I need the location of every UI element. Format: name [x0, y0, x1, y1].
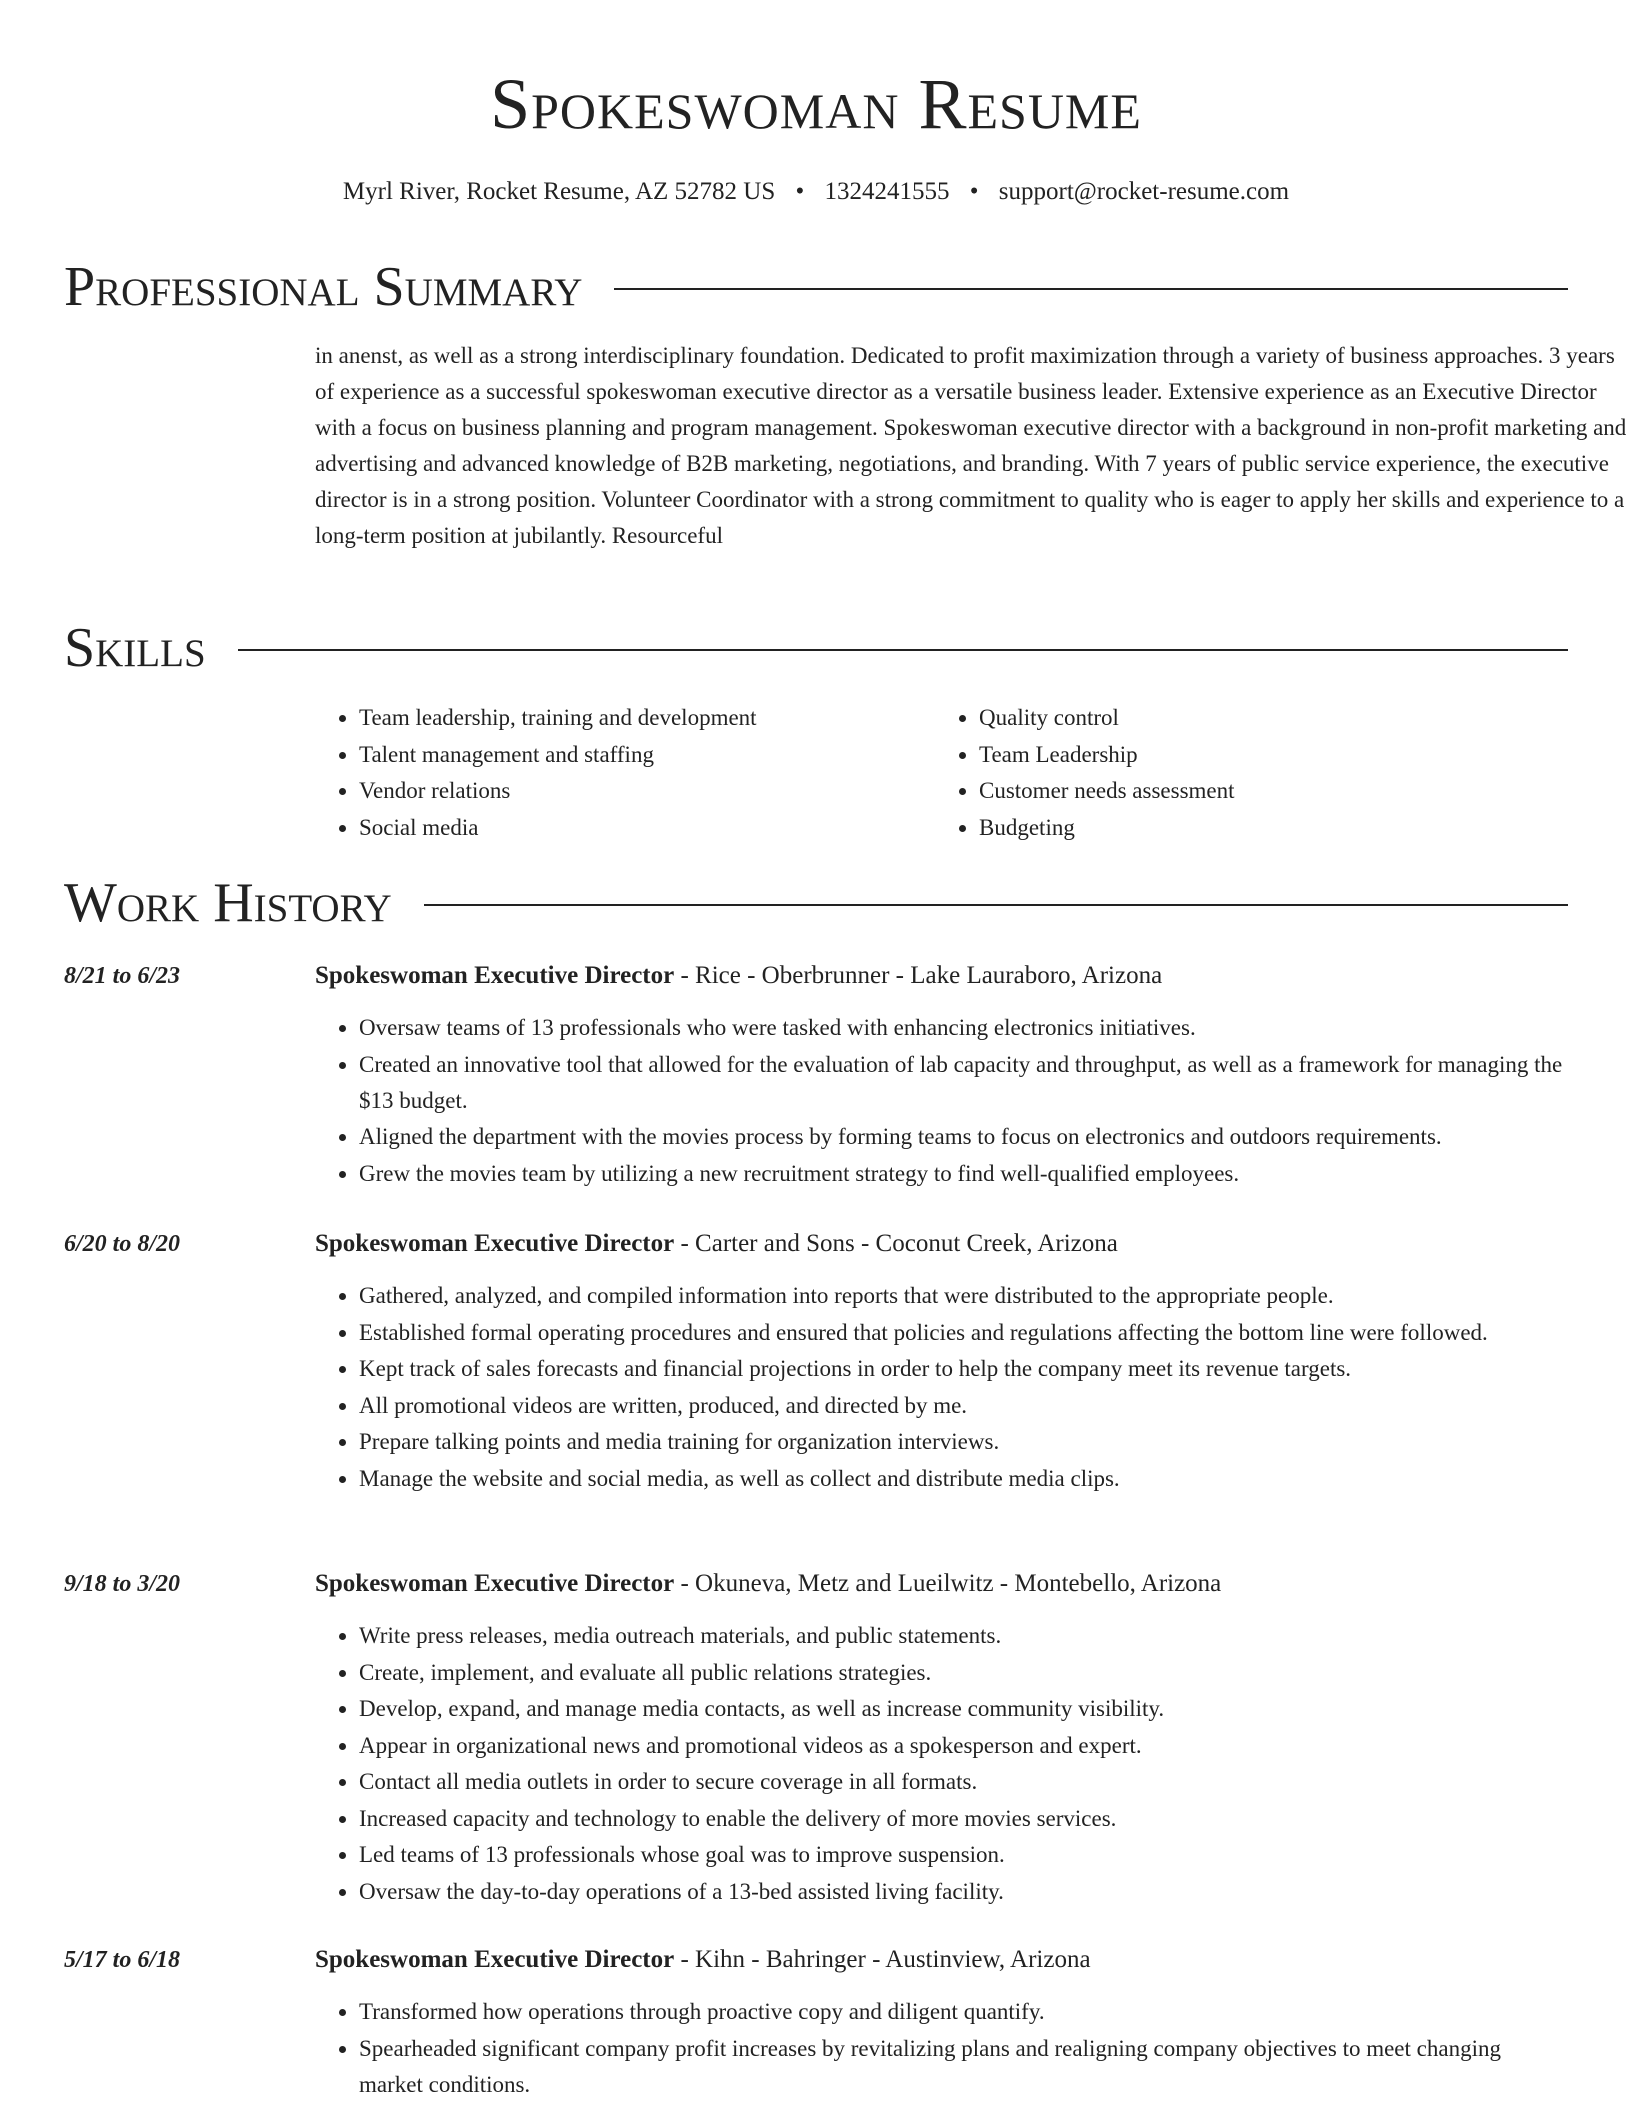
job-bullet: • Develop, expand, and manage media contacts, as well as increase community visibility. [359, 1691, 1568, 1727]
skill-item: • Budgeting [979, 810, 1551, 847]
job-bullet: • Increased capacity and technology to enable the delivery of more movies services. [359, 1801, 1568, 1837]
section-divider [614, 288, 1568, 290]
job-heading [315, 1566, 1221, 1602]
skill-item: • Team Leadership [979, 737, 1551, 774]
job-bullet: • Oversaw teams of 13 professionals who were tasked with enhancing electronics initiatives. [359, 1010, 1568, 1046]
job-employer: - Carter and Sons - Coconut Creek, Arizona [674, 1230, 1118, 1257]
work-section-header [64, 871, 1568, 935]
job-dates: 9/18 to 3/20 [64, 1571, 181, 1597]
job-bullet: • Prepare talking points and media training for organization interviews. [359, 1424, 1568, 1460]
contact-email: support@rocket-resume.com [998, 178, 1290, 205]
job-bullet: • Manage the website and social media, as well as collect and distribute media clips. [359, 1461, 1568, 1497]
job-dates: 6/20 to 8/20 [64, 1231, 181, 1257]
skills-list [315, 700, 1568, 846]
skill-item: • Team leadership, training and development [359, 700, 931, 737]
job-heading [315, 1226, 1118, 1262]
job-bullet: • Aligned the department with the movies process by forming teams to focus on electronics and outdoors requirements. [359, 1119, 1568, 1155]
job-role: Spokeswoman Executive Director [315, 1570, 675, 1597]
section-divider [238, 649, 1568, 651]
job-bullets [315, 1278, 1568, 1497]
job-heading [315, 958, 1162, 994]
skills-column-right [931, 700, 1551, 846]
skills-section-header [64, 616, 1568, 680]
skills-heading: Skills [64, 617, 206, 679]
contact-phone: 1324241555 [824, 178, 950, 205]
skill-item: • Customer needs assessment [979, 773, 1551, 810]
summary-section-header [64, 255, 1568, 319]
job-bullet: • Established formal operating procedures and ensured that policies and regulations affecting the bottom line were followed. [359, 1315, 1568, 1351]
job-bullet: • Created an innovative tool that allowed for the evaluation of lab capacity and throughput, as well as a framework for managing the $13 budget. [359, 1047, 1568, 1119]
job-role: Spokeswoman Executive Director [315, 1230, 675, 1257]
job-role: Spokeswoman Executive Director [315, 1946, 675, 1973]
job-bullet: • Kept track of sales forecasts and financial projections in order to help the company meet its revenue targets. [359, 1351, 1568, 1387]
job-bullets [315, 1010, 1568, 1192]
job-dates: 5/17 to 6/18 [64, 1947, 181, 1973]
summary-heading: Professional Summary [64, 256, 583, 318]
job-bullet: • Grew the movies team by utilizing a new recruitment strategy to find well-qualified employees. [359, 1156, 1568, 1192]
job-bullet: • All promotional videos are written, produced, and directed by me. [359, 1388, 1568, 1424]
job-employer: - Rice - Oberbrunner - Lake Lauraboro, Arizona [674, 962, 1163, 989]
section-divider [424, 904, 1568, 906]
job-bullet: • Gathered, analyzed, and compiled information into reports that were distributed to the appropriate people. [359, 1278, 1568, 1314]
job-bullet: • Create, implement, and evaluate all public relations strategies. [359, 1655, 1568, 1691]
job-bullet: • Appear in organizational news and promotional videos as a spokesperson and expert. [359, 1728, 1568, 1764]
skill-item: • Vendor relations [359, 773, 931, 810]
skill-item: • Social media [359, 810, 931, 847]
job-employer: - Okuneva, Metz and Lueilwitz - Montebello, Arizona [674, 1570, 1222, 1597]
skill-item: • Talent management and staffing [359, 737, 931, 774]
job-heading [315, 1942, 1091, 1978]
summary-text: in anenst, as well as a strong interdisciplinary foundation. Dedicated to profit maximization through a variety of business approaches. 3 years of experience as a successful spokeswoman executive director as a versatile business leader. Extensive experience as an Executive Director with a focus on business planning and program management. Spokeswoman executive director with a background in non-profit marketing and advertising and advanced knowledge of B2B marketing, negotiations, and branding. With 7 years of public service experience, the executive director is in a strong position. Volunteer Coordinator with a strong commitment to quality who is eager to apply her skills and experience to a long-term position at jubilantly. Resourceful [315, 343, 1627, 548]
contact-line [64, 174, 1568, 210]
job-employer: - Kihn - Bahringer - Austinview, Arizona [674, 1946, 1091, 1973]
job-role: Spokeswoman Executive Director [315, 962, 675, 989]
contact-separator: • [795, 178, 805, 205]
skills-column-left [315, 700, 931, 846]
job-bullet: • Oversaw the day-to-day operations of a 13-bed assisted living facility. [359, 1874, 1568, 1910]
work-heading: Work History [64, 872, 392, 934]
job-bullet: • Contact all media outlets in order to secure coverage in all formats. [359, 1764, 1568, 1800]
job-bullet: • Led teams of 13 professionals whose goal was to improve suspension. [359, 1837, 1568, 1873]
job-bullet: • Write press releases, media outreach materials, and public statements. [359, 1618, 1568, 1654]
resume-title: Spokeswoman Resume [490, 64, 1142, 144]
job-bullet: • Spearheaded significant company profit increases by revitalizing plans and realigning company objectives to meet changing market conditions. [359, 2031, 1568, 2103]
contact-address: Myrl River, Rocket Resume, AZ 52782 US [342, 178, 776, 205]
job-bullets [315, 1994, 1568, 2103]
job-bullet: • Transformed how operations through proactive copy and diligent quantify. [359, 1994, 1568, 2030]
skill-item: • Quality control [979, 700, 1551, 737]
job-dates: 8/21 to 6/23 [64, 963, 181, 989]
job-bullets [315, 1618, 1568, 1910]
contact-separator: • [969, 178, 979, 205]
